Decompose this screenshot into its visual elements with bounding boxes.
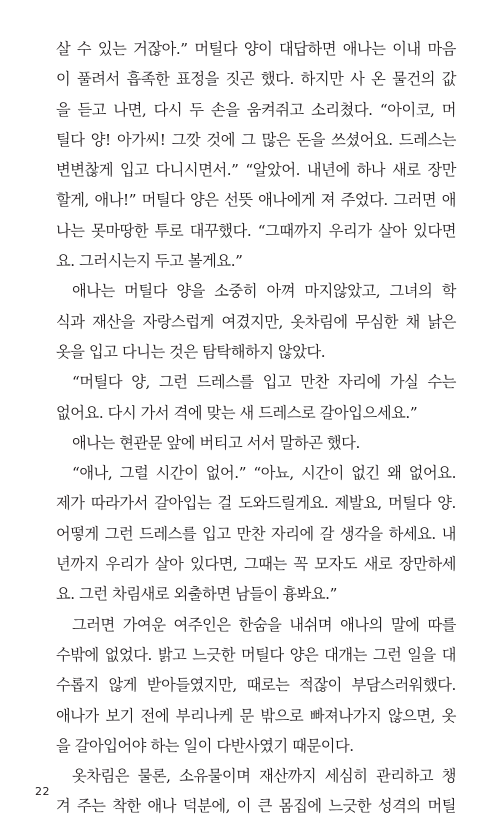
text-line: 년까지 우리가 살아 있다면, 그때는 꼭 모자도 새로 장만하세	[56, 555, 456, 574]
text-line: 요. 그러시는지 두고 볼게요.”	[56, 252, 243, 271]
text-line: 애나는 머틸다 양을 소중히 아껴 마지않았고, 그녀의 학	[72, 282, 456, 301]
text-line: 제가 따라가서 갈아입는 걸 도와드릴게요. 제발요, 머틸다 양.	[56, 494, 456, 513]
text-line: “애나, 그럴 시간이 없어.” “아뇨, 시간이 없긴 왜 없어요.	[72, 464, 456, 483]
page-number: 22	[35, 785, 50, 798]
text-line: “머틸다 양, 그런 드레스를 입고 만찬 자리에 가실 수는	[72, 373, 456, 392]
text-line: 나는 못마땅한 투로 대꾸했다. “그때까지 우리가 살아 있다면	[56, 221, 456, 240]
text-line: 옷차림은 물론, 소유물이며 재산까지 세심히 관리하고 챙	[72, 767, 456, 786]
body-text	[56, 34, 456, 822]
text-line: 살 수 있는 거잖아.” 머틸다 양이 대답하면 애나는 이내 마음	[56, 40, 456, 58]
text-line: 할게, 애나!” 머틸다 양은 선뜻 애나에게 져 주었다. 그러면 애	[56, 191, 456, 210]
text-line: 겨 주는 착한 애나 덕분에, 이 큰 몸집에 느긋한 성격의 머틸	[56, 797, 456, 816]
text-line: 애나는 현관문 앞에 버티고 서서 말하곤 했다.	[72, 433, 360, 452]
text-line: 식과 재산을 자랑스럽게 여겼지만, 옷차림에 무심한 채 낡은	[56, 312, 456, 331]
text-line: 변변찮게 입고 다니시면서.” “알았어. 내년에 하나 새로 장만	[56, 161, 456, 180]
text-line: 없어요. 다시 가서 격에 맞는 새 드레스로 갈아입으세요.”	[56, 403, 418, 422]
text-line: 옷을 입고 다니는 것은 탐탁해하지 않았다.	[56, 342, 326, 361]
text-line: 틸다 양! 아가씨! 그깟 것에 그 많은 돈을 쓰셨어요. 드레스는	[56, 130, 456, 149]
text-line: 어떻게 그런 드레스를 입고 만찬 자리에 갈 생각을 하세요. 내	[56, 524, 456, 543]
text-line: 이 풀려서 흡족한 표정을 짓곤 했다. 하지만 사 온 물건의 값	[56, 70, 456, 89]
text-line: 수밖에 없었다. 밝고 느긋한 머틸다 양은 대개는 그런 일을 대	[56, 645, 456, 664]
text-line: 요. 그런 차림새로 외출하면 남들이 흉봐요.”	[56, 585, 337, 604]
text-line: 수롭지 않게 받아들였지만, 때로는 적잖이 부담스러워했다.	[56, 676, 456, 695]
text-line: 을 듣고 나면, 다시 두 손을 움켜쥐고 소리쳤다. “아이코, 머	[56, 100, 456, 119]
text-line: 을 갈아입어야 하는 일이 다반사였기 때문이다.	[56, 736, 354, 755]
text-line: 그러면 가여운 여주인은 한숨을 내쉬며 애나의 말에 따를	[72, 615, 456, 634]
text-line: 애나가 보기 전에 부리나케 문 밖으로 빠져나가지 않으면, 옷	[56, 706, 456, 725]
